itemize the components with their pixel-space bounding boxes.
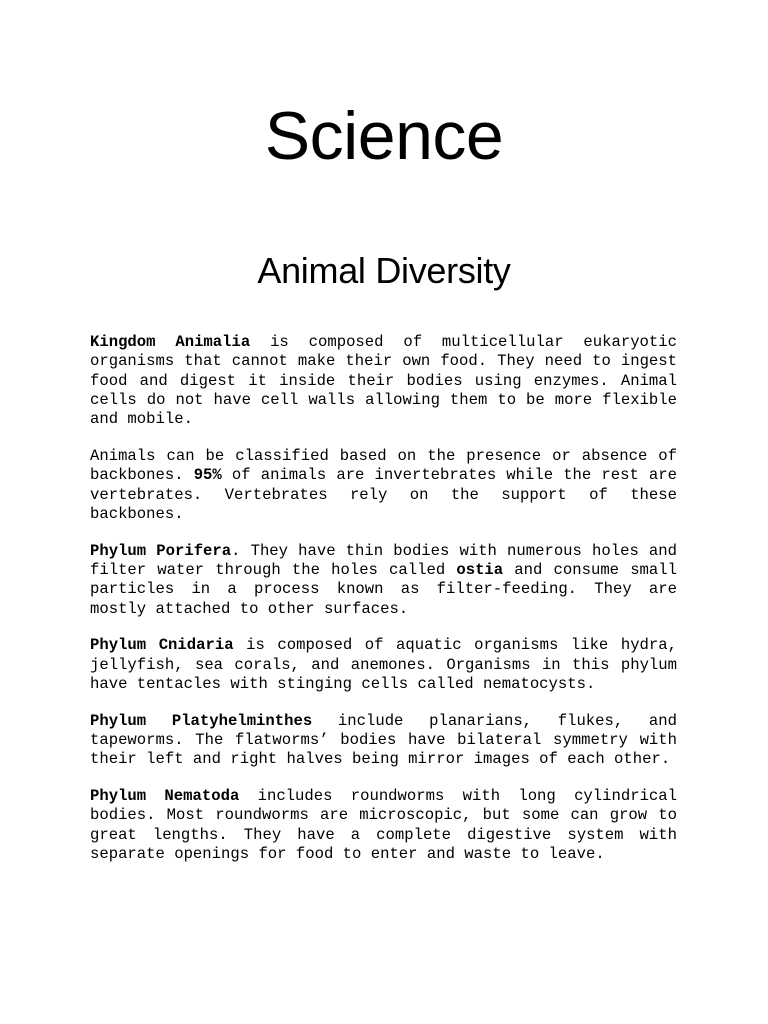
term-phylum-porifera: Phylum Porifera [90, 541, 232, 560]
page-title: Science [264, 98, 504, 174]
paragraph-text: and consume small particles in a process known as filter-feeding. They are mostly attached to other surfaces. [90, 560, 677, 618]
paragraph-text: of animals are invertebrates while the rest are vertebrates. Vertebrates rely on the support of these backbones. [90, 466, 677, 523]
page-subtitle: Animal Diversity [257, 250, 511, 291]
term-ostia: ostia [456, 560, 504, 579]
paragraph-phylum-porifera [90, 542, 677, 619]
term-phylum-nematoda: Phylum Nematoda [90, 787, 240, 806]
paragraph-text: is composed of multicellular eukaryotic organisms that cannot make their own food. They need to ingest food and digest it inside their bodies using enzymes. Animal cells do not have cell walls allowing them to be more flexible and mobile. [90, 333, 677, 429]
document-body [90, 333, 677, 882]
paragraph-text: Animals can be classified based on the presence or absence of backbones. [90, 446, 677, 485]
paragraph-text: . They have thin bodies with numerous holes and filter water through the holes called [90, 541, 677, 579]
term-kingdom-animalia: Kingdom Animalia [90, 333, 251, 351]
paragraph-backbones [90, 447, 677, 524]
term-phylum-platyhelminthes: Phylum Platyhelminthes [90, 711, 313, 730]
term-phylum-cnidaria: Phylum Cnidaria [90, 636, 234, 655]
paragraph-phylum-cnidaria [90, 636, 677, 694]
paragraph-text: include planarians, flukes, and tapeworms. The flatworms’ bodies have bilateral symmetry with their left and right halves being mirror images of each other. [90, 711, 678, 769]
term-95-percent: 95% [193, 466, 222, 485]
paragraph-kingdom-animalia [90, 333, 677, 429]
paragraph-phylum-platyhelminthes [90, 712, 677, 770]
paragraph-text: is composed of aquatic organisms like hydra, jellyfish, sea corals, and anemones. Organisms in this phylum have tentacles with stinging cells called nematocysts. [90, 636, 677, 693]
paragraph-text: includes roundworms with long cylindrical bodies. Most roundworms are microscopic, but some can grow to great lengths. They have a complete digestive system with separate openings for food to enter and waste to leave. [90, 787, 678, 864]
paragraph-phylum-nematoda [90, 787, 677, 864]
